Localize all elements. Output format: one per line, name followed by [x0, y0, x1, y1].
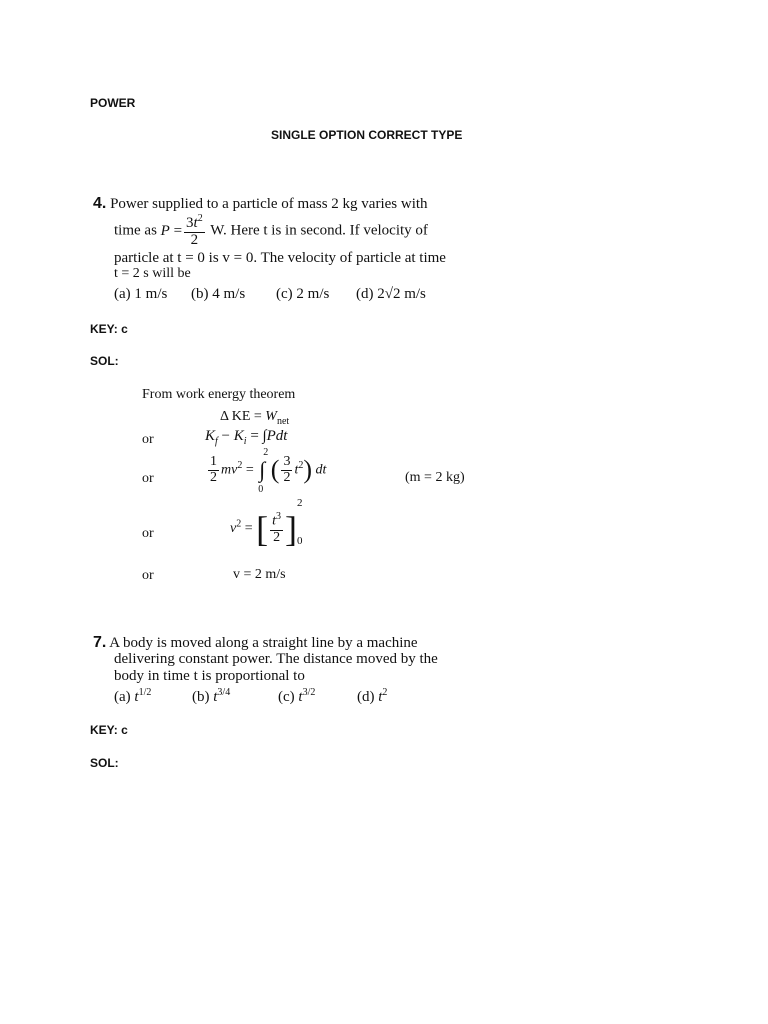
q7-option-a-label: (a) — [114, 689, 131, 705]
or-label-2: or — [142, 471, 154, 486]
question-4-text-2a: time as — [114, 222, 157, 239]
section-heading: SINGLE OPTION CORRECT TYPE — [271, 128, 463, 142]
question-4-text-2b: W. Here t is in second. If velocity of — [210, 222, 428, 239]
or-label-1: or — [142, 432, 154, 447]
eq-delta-ke: Δ KE = $W_{net}$ — [220, 409, 290, 427]
final-answer: v = 2 m/s — [233, 567, 286, 582]
question-7-line-2: delivering constant power. The distance moved by the — [114, 651, 438, 667]
q7-option-a: (a) $t^{1/2}$ — [114, 687, 152, 705]
or-label-3: or — [142, 526, 154, 541]
question-4-line-4: t = 2 s will be — [114, 266, 191, 281]
topic-heading: POWER — [90, 96, 136, 110]
sol-7-label: SOL: — [90, 756, 119, 770]
question-7-text-1: A body is moved along a straight line by a machine — [109, 635, 418, 651]
question-7-line-3: body in time t is proportional to — [114, 668, 305, 684]
q7-option-d-label: (d) — [357, 689, 375, 705]
option-a: (a) 1 m/s — [114, 286, 168, 302]
question-4-text-1: Power supplied to a particle of mass 2 kg varies with — [110, 196, 428, 212]
q7-option-c: (c) $t^{3/2}$ — [278, 687, 316, 705]
or-label-4: or — [142, 568, 154, 583]
question-7-number: 7. — [93, 634, 107, 651]
q7-option-d: (d) $t^2$ — [357, 687, 388, 705]
q7-option-b-label: (b) — [192, 689, 210, 705]
option-b: (b) 4 m/s — [191, 286, 246, 302]
option-c: (c) 2 m/s — [276, 286, 330, 302]
solution-intro: From work energy theorem — [142, 387, 296, 402]
question-4-line-1 — [93, 195, 428, 213]
question-4-line-3: particle at t = 0 is v = 0. The velocity of particle at time — [114, 250, 446, 266]
question-7-line-1 — [93, 634, 418, 652]
eq-integral: $\frac{1}{2}$ $mv^2$ = ∫ 2 0 ( $\frac{3}{2}$ $t^2$) dt — [210, 447, 327, 496]
key-7: KEY: c — [90, 723, 128, 737]
eq-v-squared: $v^2$ = [ $\frac{t^3}{2}$ ] 2 0 — [230, 497, 303, 549]
eq-kf-ki: $K_f - K_i = \int Pdt$ — [205, 428, 288, 447]
power-formula: P = $\frac{3t^2}{2}$ — [160, 213, 203, 248]
key-4: KEY: c — [90, 322, 128, 336]
mass-note: (m = 2 kg) — [405, 470, 465, 485]
question-4-number: 4. — [93, 195, 107, 212]
q7-option-b: (b) $t^{3/4}$ — [192, 687, 231, 705]
option-d: (d) 2√2 m/s — [356, 286, 426, 302]
question-4-line-2 — [114, 214, 428, 249]
q7-option-c-label: (c) — [278, 689, 295, 705]
sol-4-label: SOL: — [90, 354, 119, 368]
